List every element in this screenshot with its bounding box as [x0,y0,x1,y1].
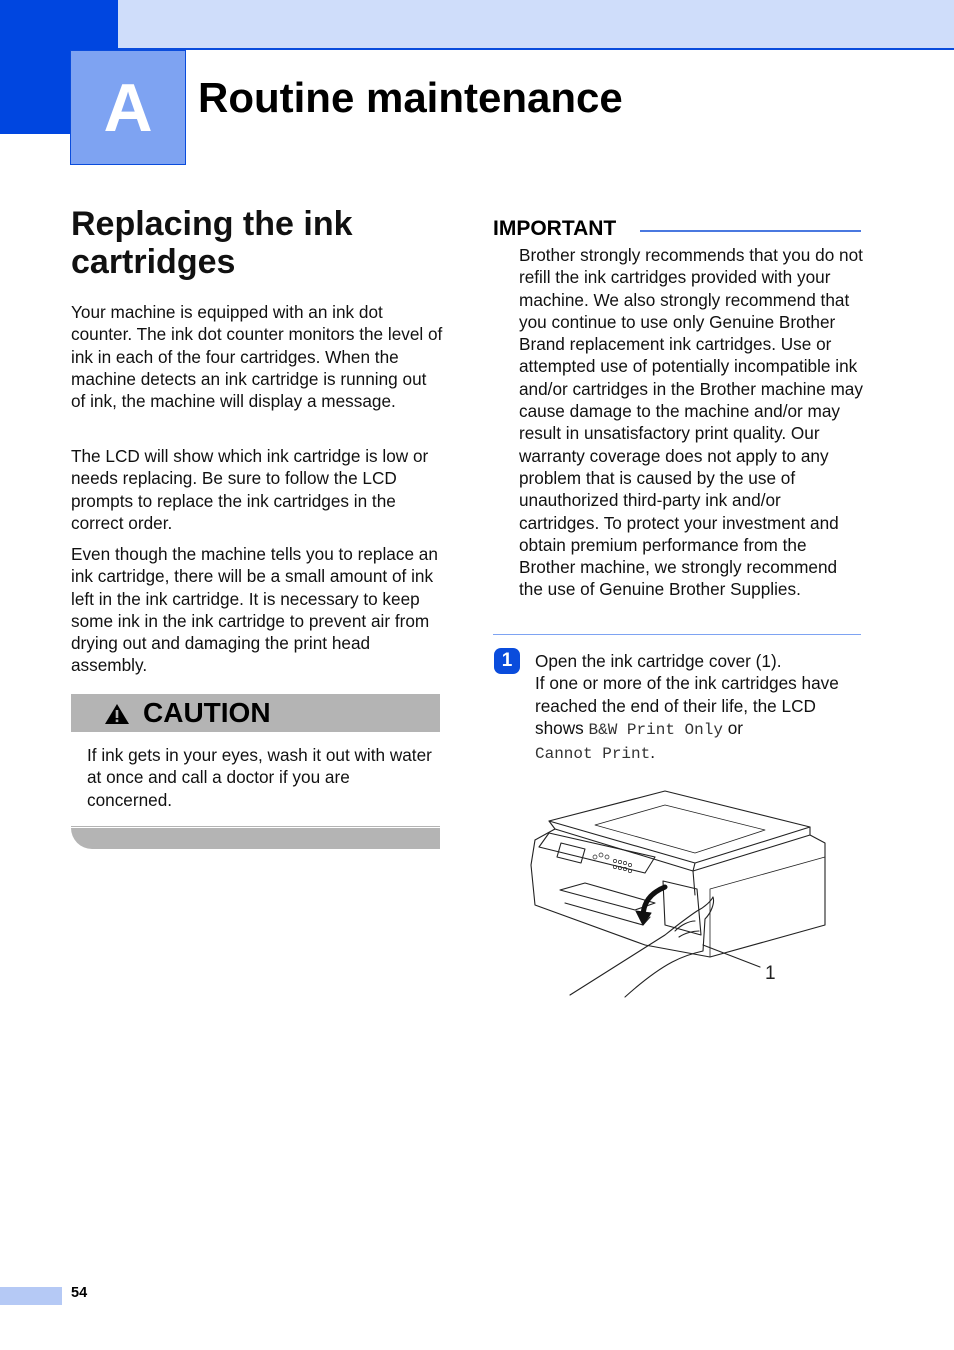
step-number-badge: 1 [494,648,520,674]
body-paragraph-1: Your machine is equipped with an ink dot counter. The ink dot counter monitors the level of ink in each of the four cartridges. When the machine detects an ink cartridge is running out of ink, the machine will display a message. [71,302,443,412]
caution-footer [71,828,440,849]
lcd-message-bw: B&W Print Only [588,720,723,739]
figure-callout-1: 1 [765,963,776,984]
step-instructions [535,650,865,765]
footer-tab [0,1287,62,1305]
lcd-message-cannot-print: Cannot Print [535,745,651,764]
important-text: Brother strongly recommends that you do not refill the ink cartridges provided with your machine. We also strongly recommend that you continue to use only Genuine Brother Brand replacement ink cartridges. Use or attempted use of potentially incompatible ink and/or cartridges in the Brother machine may cause damage to the machine and/or may result in unsatisfactory print quality. Our warranty coverage does not apply to any problem that is caused by the use of unauthorized third-party ink and/or cartridges. To protect your investment and obtain premium performance from the Brother machine, we strongly recommend the use of Genuine Brother Supplies. [519,245,863,600]
printer-illustration-icon [525,785,830,1000]
body-paragraph-2: The LCD will show which ink cartridge is low or needs replacing. Be sure to follow the LCD prompts to replace the ink cartridges in the correct order. [71,446,429,533]
step-end: . [650,742,655,763]
important-rule [640,230,861,232]
caution-divider [71,826,440,827]
page-number: 54 [71,1285,88,1301]
body-paragraph-3: Even though the machine tells you to replace an ink cartridge, there will be a small amount of ink left in the ink cartridge. It is necessary to keep some ink in the ink cartridge to prevent air from drying out and damaging the print head assembly. [71,544,438,676]
step-connector: or [727,717,743,738]
caution-label: CAUTION [143,697,271,728]
step-line-2: If one or more of the ink cartridges have reached the end of their life, the LCD shows [535,673,839,738]
section-title: Replacing the ink cartridges [71,205,353,281]
header-rule [118,48,954,50]
important-divider [493,634,861,635]
caution-text: If ink gets in your eyes, wash it out with water at once and call a doctor if you are concerned. [87,745,432,810]
important-label: IMPORTANT [493,217,617,240]
warning-triangle-icon [104,703,130,725]
chapter-letter: A [70,50,186,165]
step-line-1: Open the ink cartridge cover (1). [535,651,782,671]
chapter-title: Routine maintenance [198,74,623,121]
header-band [0,0,954,48]
